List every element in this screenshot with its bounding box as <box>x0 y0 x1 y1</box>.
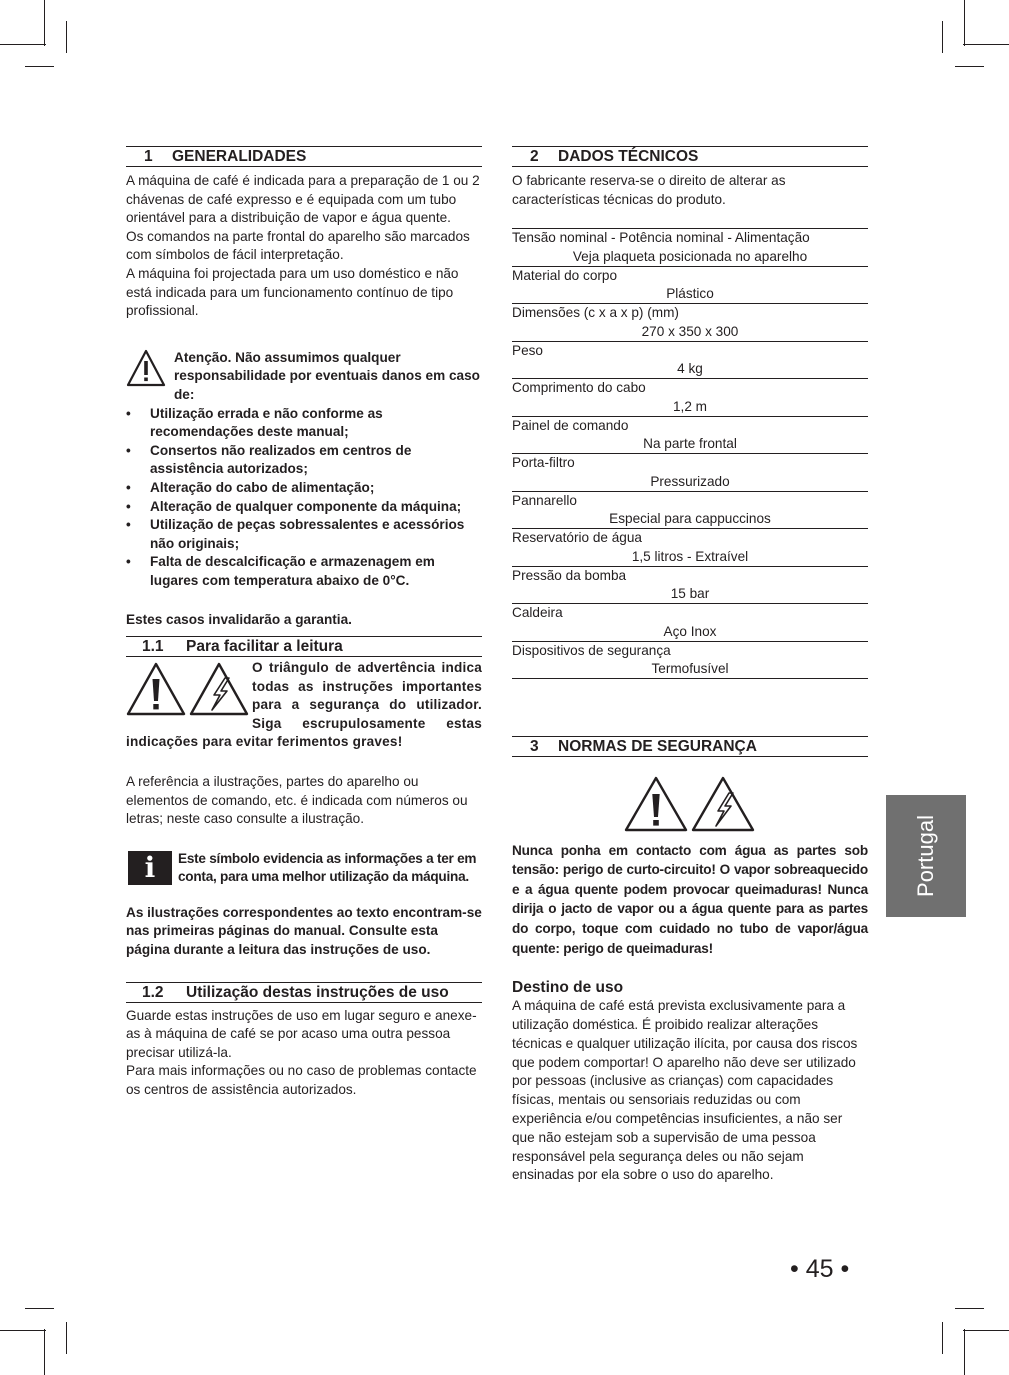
warranty-note: Estes casos invalidarão a garantia. <box>126 612 352 628</box>
section-1-1-heading <box>126 636 482 657</box>
table-row <box>512 585 868 604</box>
tech-value: Pressurizado <box>650 473 730 489</box>
page-number: • 45 • <box>790 1255 850 1283</box>
table-row <box>512 548 868 567</box>
table-row <box>512 229 868 248</box>
tech-label: Reservatório de água <box>512 529 868 548</box>
left-column <box>126 146 482 1100</box>
tech-label: Porta-filtro <box>512 454 868 473</box>
warning-triangle-icon <box>128 664 184 714</box>
tech-value: 270 x 350 x 300 <box>641 323 739 339</box>
table-row <box>512 623 868 642</box>
tech-label: Peso <box>512 341 868 360</box>
table-row <box>512 323 868 342</box>
tech-label: Pressão da bomba <box>512 566 868 585</box>
table-row <box>512 285 868 304</box>
section-2-heading <box>512 146 868 167</box>
section-1-number: 1 <box>144 148 153 165</box>
language-tab <box>886 795 966 917</box>
tech-value: Termofusível <box>651 661 729 677</box>
table-end-rule <box>512 679 868 680</box>
triangle-warning-block <box>126 659 482 752</box>
warning-triangle-icon <box>626 778 686 830</box>
table-row <box>512 510 868 529</box>
language-tab-label: Portugal <box>913 815 938 897</box>
section-1-2-title: Utilização destas instruções de uso <box>186 983 449 1001</box>
table-row <box>512 604 868 623</box>
section-3-heading <box>512 736 868 757</box>
tech-value: Veja plaqueta posicionada no aparelho <box>572 248 808 264</box>
right-column <box>512 146 868 1185</box>
tech-label: Painel de comando <box>512 416 868 435</box>
table-row <box>512 660 868 679</box>
table-row <box>512 360 868 379</box>
warning-icons <box>126 661 252 719</box>
illustrations-note: As ilustrações correspondentes ao texto encontram-se nas primeiras páginas do manual. Consulte esta página durante a leitura das instruções de uso. <box>126 904 482 957</box>
section-1-2-number: 1.2 <box>142 983 164 1001</box>
table-row <box>512 304 868 323</box>
section-3-title: NORMAS DE SEGURANÇA <box>558 737 757 755</box>
table-row <box>512 435 868 454</box>
high-voltage-icon <box>191 664 247 714</box>
section-1-title: GENERALIDADES <box>172 148 307 165</box>
section-1-body <box>126 172 482 321</box>
liability-warning <box>126 349 482 405</box>
list-item: • Utilização de peças sobressalentes e acessórios não originais; <box>126 516 482 553</box>
list-item: • Alteração de qualquer componente da máquina; <box>126 498 482 517</box>
section-1-1-number: 1.1 <box>142 638 164 656</box>
table-row <box>512 641 868 660</box>
tech-label: Pannarello <box>512 491 868 510</box>
table-row <box>512 266 868 285</box>
section-1-2-paragraph: Guarde estas instruções de uso em lugar seguro e anexe-as à máquina de café se por acaso uma outra pessoa precisar utilizá-la. <box>126 1007 477 1060</box>
section-1-2-body <box>126 1007 482 1100</box>
tech-label: Dimensões (c x a x p) (mm) <box>512 304 868 323</box>
intended-use-title: Destino de uso <box>512 979 624 997</box>
triangle-explanation: O triângulo de advertência indica todas as instruções importantes para a segurança do utilizador. Siga escrupulosamente estas indicações para evitar ferimentos graves! <box>126 660 482 750</box>
section-1-1-title: Para facilitar a leitura <box>186 638 343 656</box>
tech-value: Na parte frontal <box>643 436 737 452</box>
table-row <box>512 566 868 585</box>
section-1-paragraph: A máquina de café é indicada para a preparação de 1 ou 2 chávenas de café expresso e é equipada com um tubo orientável para a distribuição de vapor e água quente. <box>126 173 480 226</box>
list-item: • Utilização errada e não conforme as recomendações deste manual; <box>126 405 482 442</box>
table-row <box>512 491 868 510</box>
tech-value: Aço Inox <box>663 623 717 639</box>
section-2-intro: O fabricante reserva-se o direito de alterar as características técnicas do produto. <box>512 173 786 207</box>
tech-label: Material do corpo <box>512 266 868 285</box>
table-row <box>512 473 868 492</box>
section-1-paragraph: Os comandos na parte frontal do aparelho são marcados com símbolos de fácil interpretação. <box>126 228 470 263</box>
table-row <box>512 416 868 435</box>
table-row <box>512 398 868 417</box>
high-voltage-icon <box>693 778 753 830</box>
tech-label: Caldeira <box>512 604 868 623</box>
section-1-2-heading <box>126 982 482 1003</box>
section-2-number: 2 <box>530 148 539 165</box>
info-note <box>126 850 482 890</box>
tech-value: 1,2 m <box>673 398 707 414</box>
info-note-text: Este símbolo evidencia as informações a ter em conta, para uma melhor utilização da máquina. <box>178 850 477 885</box>
table-row <box>512 529 868 548</box>
info-icon: i <box>128 851 172 885</box>
list-item: • Consertos não realizados em centros de assistência autorizados; <box>126 442 482 479</box>
section-2-title: DADOS TÉCNICOS <box>558 148 699 165</box>
table-row <box>512 379 868 398</box>
section-3-number: 3 <box>530 737 539 755</box>
tech-value: 1,5 litros - Extraível <box>631 548 749 564</box>
warning-triangle-icon <box>126 349 166 387</box>
liability-list <box>126 405 482 591</box>
tech-label: Dispositivos de segurança <box>512 641 868 660</box>
list-item: • Falta de descalcificação e armazenagem em lugares com temperatura abaixo de 0°C. <box>126 553 482 590</box>
list-item: • Alteração do cabo de alimentação; <box>126 479 482 498</box>
warning-and-voltage-icons <box>624 775 756 833</box>
tech-value: Especial para cappuccinos <box>609 511 771 527</box>
section-1-2-paragraph: Para mais informações ou no caso de problemas contacte os centros de assistência autorizados. <box>126 1063 477 1097</box>
tech-value: Plástico <box>666 286 714 302</box>
tech-label: Comprimento do cabo <box>512 379 868 398</box>
technical-data-table <box>512 228 868 680</box>
table-row <box>512 248 868 267</box>
liability-warning-intro: Atenção. Não assumimos qualquer responsabilidade por eventuais danos em caso de: <box>174 349 480 402</box>
table-row <box>512 454 868 473</box>
section-1-paragraph: A máquina foi projectada para um uso doméstico e não está indicada para um funcionamento contínuo de tipo profissional. <box>126 265 459 319</box>
tech-label: Tensão nominal - Potência nominal - Alimentação <box>512 229 868 248</box>
tech-value: 15 bar <box>670 586 710 602</box>
table-row <box>512 341 868 360</box>
warning-and-voltage-icons <box>126 661 252 717</box>
intended-use-text: A máquina de café está prevista exclusivamente para a utilização doméstica. É proibido realizar alterações técnicas e qualquer utilização ilícita, por causa dos riscos que podem comportar! O aparelho não deve ser utilizado por pessoas (inclusive as crianças) com capacidades físicas, mentais ou sensoriais reduzidas ou com experiência e/ou competências insuficientes, a não ser que não estejam sob a supervisão de uma pessoa responsável pela segurança deles ou não sejam ensinadas por ela sobre o uso do aparelho. <box>512 998 858 1183</box>
section-1-heading <box>126 146 482 167</box>
safety-icons <box>512 775 868 833</box>
safety-warning: Nunca ponha em contacto com água as partes sob tensão: perigo de curto-circuito! O vapor sobreaquecido e a água quente podem provocar queimaduras! Nunca dirija o jacto de vapor ou a água quente para as partes do corpo, toque com cuidado no tubo de vapor/água quente: perigo de queimaduras! <box>512 842 868 956</box>
reference-paragraph: A referência a ilustrações, partes do aparelho ou elementos de comando, etc. é indicada com números ou letras; neste caso consulte a ilustração. <box>126 774 468 827</box>
tech-value: 4 kg <box>677 361 703 377</box>
